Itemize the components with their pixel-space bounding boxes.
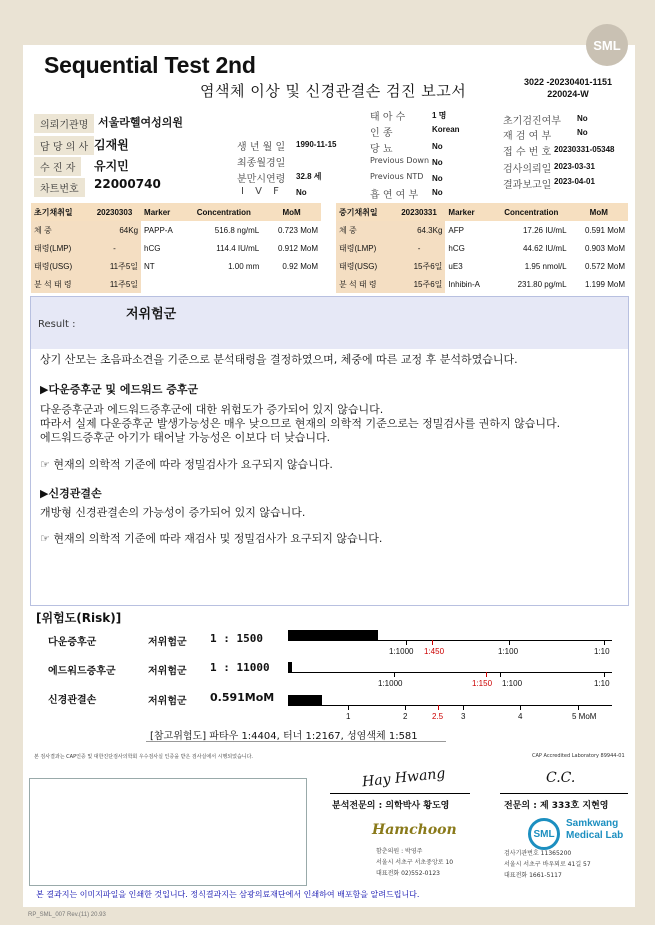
t2-usg-label: 태령(USG) bbox=[336, 257, 393, 275]
t1-weight-value: 64Kg bbox=[88, 221, 141, 239]
risk-edwards-tick bbox=[604, 672, 605, 677]
risk-edwards-tick bbox=[394, 672, 395, 677]
first-value: No bbox=[577, 114, 588, 123]
risk-ntd-tick-label: 4 bbox=[518, 712, 523, 721]
t2-analysis-label: 분 석 태 령 bbox=[336, 275, 393, 293]
risk-edwards-cutoff-label: 1:150 bbox=[472, 679, 493, 688]
risk-edwards-tick bbox=[486, 672, 487, 677]
recv-value: 20230331-05348 bbox=[554, 145, 615, 154]
report-subtitle: 염색체 이상 및 신경관결손 검진 보고서 bbox=[200, 82, 467, 100]
risk-down-tick-label: 1:100 bbox=[498, 647, 519, 656]
section-down-line3: 에드워드증후군 아기가 태어날 가능성은 이보다 더 낮습니다. bbox=[40, 431, 331, 444]
cap-number: CAP Accredited Laboratory 89944-01 bbox=[532, 753, 625, 759]
smoke-label: 흡 연 여 부 bbox=[370, 190, 419, 201]
risk-ntd-tick-label: 5 MoM bbox=[572, 712, 597, 721]
risk-down-cutoff-label: 1:450 bbox=[424, 647, 445, 656]
risk-edwards-tick-label: 1:100 bbox=[502, 679, 523, 688]
dm-value: No bbox=[432, 142, 443, 151]
t1-mom-cell: 0.723 MoM bbox=[277, 225, 318, 235]
patient-label: 수 진 자 bbox=[34, 157, 81, 176]
prevntd-value: No bbox=[432, 174, 443, 183]
recv-label: 접 수 번 호 bbox=[503, 147, 552, 158]
risk-title: [위험도(Risk)] bbox=[36, 611, 122, 625]
section-ntd-line1: 개방형 신경관결손의 가능성이 증가되어 있지 않습니다. bbox=[40, 506, 306, 519]
samkwang-name: Samkwang Medical Lab bbox=[566, 818, 624, 841]
risk-down-tick bbox=[406, 640, 407, 645]
risk-ntd-name: 신경관결손 bbox=[48, 695, 97, 706]
hamchoon-info: 대표전화 02)552-0123 bbox=[376, 870, 440, 877]
doctor-label: 담 당 의 사 bbox=[34, 136, 94, 155]
race-value: Korean bbox=[432, 125, 460, 134]
patient-value: 유지민 bbox=[94, 159, 129, 173]
samkwang-info: 서울시 서초구 바우뫼로 41길 57 bbox=[504, 861, 591, 868]
analyst-signature: Hay Hwang bbox=[361, 765, 447, 791]
t1-mom-cell: 0.92 MoM bbox=[282, 261, 318, 271]
t2-analysis-value: 15주6일 bbox=[393, 275, 446, 293]
t1-conc-cell: 114.4 IU/mL bbox=[216, 243, 260, 253]
form-number: RP_SML_007 Rev.(11) 20.93 bbox=[28, 912, 106, 918]
section-down-note: ☞ 현재의 의학적 기준에 따라 정밀검사가 요구되지 않습니다. bbox=[40, 458, 333, 471]
t2-mom-cell: 0.591 MoM bbox=[584, 225, 625, 235]
risk-down-tick bbox=[509, 640, 510, 645]
dob-label: 생 년 월 일 bbox=[237, 142, 286, 153]
t2-usg-value: 15주6일 bbox=[393, 257, 446, 275]
reqdate-label: 검사의뢰일 bbox=[503, 164, 552, 175]
hamchoon-info: 함춘의원 : 박영주 bbox=[376, 848, 423, 855]
t2-col-marker: Marker bbox=[445, 203, 493, 221]
t1-analysis-value: 11주5일 bbox=[88, 275, 141, 293]
risk-ntd-tick-label: 2 bbox=[403, 712, 408, 721]
risk-ntd-tick bbox=[405, 705, 406, 710]
doctor-value: 김재원 bbox=[94, 138, 129, 152]
report-number: 3022 -20230401-1151 220024-W bbox=[523, 77, 613, 99]
dob-value: 1990-11-15 bbox=[296, 140, 337, 149]
risk-ntd-level: 저위험군 bbox=[148, 696, 187, 707]
reference-risk: [참고위험도] 파타우 1:4404, 터너 1:2167, 성염색체 1:581 bbox=[150, 731, 418, 742]
repdate-label: 결과보고일 bbox=[503, 180, 552, 191]
risk-down-tick-label: 1:1000 bbox=[389, 647, 414, 656]
t1-marker-cell: hCG bbox=[144, 243, 161, 253]
t1-marker-cell: NT bbox=[144, 261, 155, 271]
section-down-edwards-title: ▶다운증후군 및 에드워드 증후군 bbox=[40, 383, 199, 396]
t1-date-value: 20230303 bbox=[88, 203, 141, 221]
age-value: 32.8 세 bbox=[296, 172, 322, 181]
risk-ntd-tick-label: 3 bbox=[461, 712, 466, 721]
hamchoon-logo: Hamchoon bbox=[372, 822, 457, 838]
chart-value: 22000740 bbox=[94, 177, 161, 191]
t1-weight-label: 체 중 bbox=[31, 221, 88, 239]
t2-lmp-label: 태령(LMP) bbox=[336, 239, 393, 257]
t1-conc-cell: 1.00 mm bbox=[228, 261, 260, 271]
t2-lmp-value: - bbox=[393, 239, 446, 257]
cap-notice: 본 검사결과는 CAP인증 및 대한진단검사의학회 우수검사실 인증을 받은 검사실에서 시행되었습니다. bbox=[34, 754, 254, 760]
prevdown-value: No bbox=[432, 158, 443, 167]
risk-down-name: 다운증후군 bbox=[48, 637, 97, 648]
t2-conc-cell: 17.26 IU/mL bbox=[522, 225, 567, 235]
t1-date-label: 초기채취일 bbox=[31, 203, 88, 221]
t2-marker-cell: uE3 bbox=[448, 261, 463, 271]
smoke-value: No bbox=[432, 188, 443, 197]
t1-mom-cell: 0.912 MoM bbox=[277, 243, 318, 253]
risk-edwards-value: 1 : 11000 bbox=[210, 661, 270, 674]
samkwang-info: 대표전화 1661-5117 bbox=[504, 872, 562, 879]
t1-conc-cell: 516.8 ng/mL bbox=[214, 225, 260, 235]
first-trimester-table bbox=[31, 203, 321, 293]
t2-conc-cell: 44.62 IU/mL bbox=[522, 243, 567, 253]
risk-down-tick bbox=[432, 640, 433, 645]
sml-logo-small: SML bbox=[528, 818, 560, 850]
risk-ntd-tick bbox=[578, 705, 579, 710]
t2-col-concentration: Concentration bbox=[493, 203, 569, 221]
result-label: Result : bbox=[38, 319, 76, 330]
t1-analysis-label: 분 석 태 령 bbox=[31, 275, 88, 293]
risk-ntd-bar bbox=[288, 695, 322, 705]
age-label: 분만시연령 bbox=[237, 174, 286, 185]
retest-label: 재 검 여 부 bbox=[503, 131, 552, 142]
t1-usg-value: 11주5일 bbox=[88, 257, 141, 275]
ivf-label: I V F bbox=[241, 186, 283, 197]
risk-ntd-tick bbox=[463, 705, 464, 710]
result-header bbox=[31, 297, 628, 349]
risk-edwards-tick bbox=[500, 672, 501, 677]
section-ntd-title: ▶신경관결손 bbox=[40, 487, 102, 500]
risk-ntd-tick-label: 1 bbox=[346, 712, 351, 721]
result-summary: 저위험군 bbox=[126, 307, 177, 322]
t2-conc-cell: 231.80 pg/mL bbox=[517, 279, 567, 289]
hamchoon-info: 서울시 서초구 서초중앙로 10 bbox=[376, 859, 454, 866]
prevdown-label: Previous Down bbox=[370, 156, 430, 165]
risk-edwards-bar bbox=[288, 662, 292, 672]
section-ntd-note: ☞ 현재의 의학적 기준에 따라 재검사 및 정밀검사가 요구되지 않습니다. bbox=[40, 532, 383, 545]
hospital-value: 서울라헬여성의원 bbox=[98, 116, 184, 129]
risk-down-level: 저위험군 bbox=[148, 637, 187, 648]
risk-down-axis bbox=[288, 640, 612, 641]
risk-down-tick-label: 1:10 bbox=[594, 647, 610, 656]
t2-mom-cell: 1.199 MoM bbox=[584, 279, 625, 289]
risk-ntd-tick bbox=[438, 705, 439, 710]
chart-label: 차트번호 bbox=[34, 178, 85, 197]
risk-ntd-value: 0.591MoM bbox=[210, 691, 275, 704]
risk-ntd-axis bbox=[288, 705, 612, 706]
t1-col-mom: MoM bbox=[262, 203, 321, 221]
t2-mom-cell: 0.903 MoM bbox=[584, 243, 625, 253]
ivf-value: No bbox=[296, 188, 307, 197]
risk-edwards-tick-label: 1:1000 bbox=[378, 679, 403, 688]
section-down-line1: 다운증후군과 에드워드증후군에 대한 위험도가 증가되어 있지 않습니다. bbox=[40, 403, 384, 416]
first-label: 초기검진여부 bbox=[503, 116, 561, 127]
t2-marker-cell: hCG bbox=[448, 243, 465, 253]
risk-down-value: 1 : 1500 bbox=[210, 632, 263, 645]
samkwang-info: 검사기관번호 11365200 bbox=[504, 850, 572, 857]
result-intro: 상기 산모는 초음파소견을 기준으로 분석태령을 결정하였으며, 체중에 따른 교정 후 분석하였습니다. bbox=[40, 353, 518, 366]
t1-marker-cell: PAPP-A bbox=[144, 225, 173, 235]
expert-sign-line bbox=[500, 793, 628, 794]
repdate-value: 2023-04-01 bbox=[554, 177, 595, 186]
prevntd-label: Previous NTD bbox=[370, 172, 424, 181]
risk-down-bar bbox=[288, 630, 378, 640]
second-trimester-table bbox=[336, 203, 628, 293]
race-label: 인 종 bbox=[370, 128, 393, 139]
footer-notice: 본 결과지는 이미지파일을 인쇄한 것입니다. 정식결과지는 삼광의료재단에서 인쇄하여 배포함을 알려드립니다. bbox=[36, 890, 420, 899]
retest-value: No bbox=[577, 128, 588, 137]
t2-weight-value: 64.3Kg bbox=[393, 221, 446, 239]
risk-edwards-level: 저위험군 bbox=[148, 666, 187, 677]
fetus-value: 1 명 bbox=[432, 111, 447, 120]
expert-name: 전문의 : 제 333호 지현영 bbox=[504, 801, 609, 811]
t1-col-concentration: Concentration bbox=[185, 203, 262, 221]
t2-col-mom: MoM bbox=[570, 203, 628, 221]
lmp-label: 최종월경일 bbox=[237, 158, 286, 169]
risk-ntd-tick bbox=[348, 705, 349, 710]
risk-edwards-name: 에드워드증후군 bbox=[48, 666, 116, 677]
report-title: Sequential Test 2nd bbox=[44, 52, 256, 78]
t2-mom-cell: 0.572 MoM bbox=[584, 261, 625, 271]
t2-date-label: 중기채취일 bbox=[336, 203, 393, 221]
expert-signature: C.C. bbox=[546, 770, 576, 786]
t1-usg-label: 태령(USG) bbox=[31, 257, 88, 275]
analyst-sign-line bbox=[330, 793, 470, 794]
comment-box bbox=[29, 778, 307, 886]
t2-date-value: 20230331 bbox=[393, 203, 446, 221]
t1-lmp-value: - bbox=[88, 239, 141, 257]
fetus-label: 태 아 수 bbox=[370, 112, 406, 123]
t2-marker-cell: AFP bbox=[448, 225, 464, 235]
t2-conc-cell: 1.95 nmol/L bbox=[524, 261, 567, 271]
risk-down-tick bbox=[604, 640, 605, 645]
risk-edwards-tick-label: 1:10 bbox=[594, 679, 610, 688]
t2-weight-label: 체 중 bbox=[336, 221, 393, 239]
risk-ntd-cutoff-label: 2.5 bbox=[432, 712, 444, 721]
t1-col-marker: Marker bbox=[141, 203, 185, 221]
section-down-line2: 따라서 실제 다운증후군 발생가능성은 매우 낮으므로 현재의 의학적 기준으로는 정밀검사를 권하지 않습니다. bbox=[40, 417, 561, 430]
reqdate-value: 2023-03-31 bbox=[554, 162, 595, 171]
risk-edwards-axis bbox=[288, 672, 612, 673]
t1-lmp-label: 태령(LMP) bbox=[31, 239, 88, 257]
analyst-name: 분석전문의 : 의학박사 황도영 bbox=[332, 801, 450, 811]
dm-label: 당 뇨 bbox=[370, 144, 393, 155]
risk-ntd-tick bbox=[520, 705, 521, 710]
hospital-label: 의뢰기관명 bbox=[34, 114, 94, 133]
t2-marker-cell: Inhibin-A bbox=[448, 279, 480, 289]
sml-logo: SML bbox=[586, 24, 628, 66]
